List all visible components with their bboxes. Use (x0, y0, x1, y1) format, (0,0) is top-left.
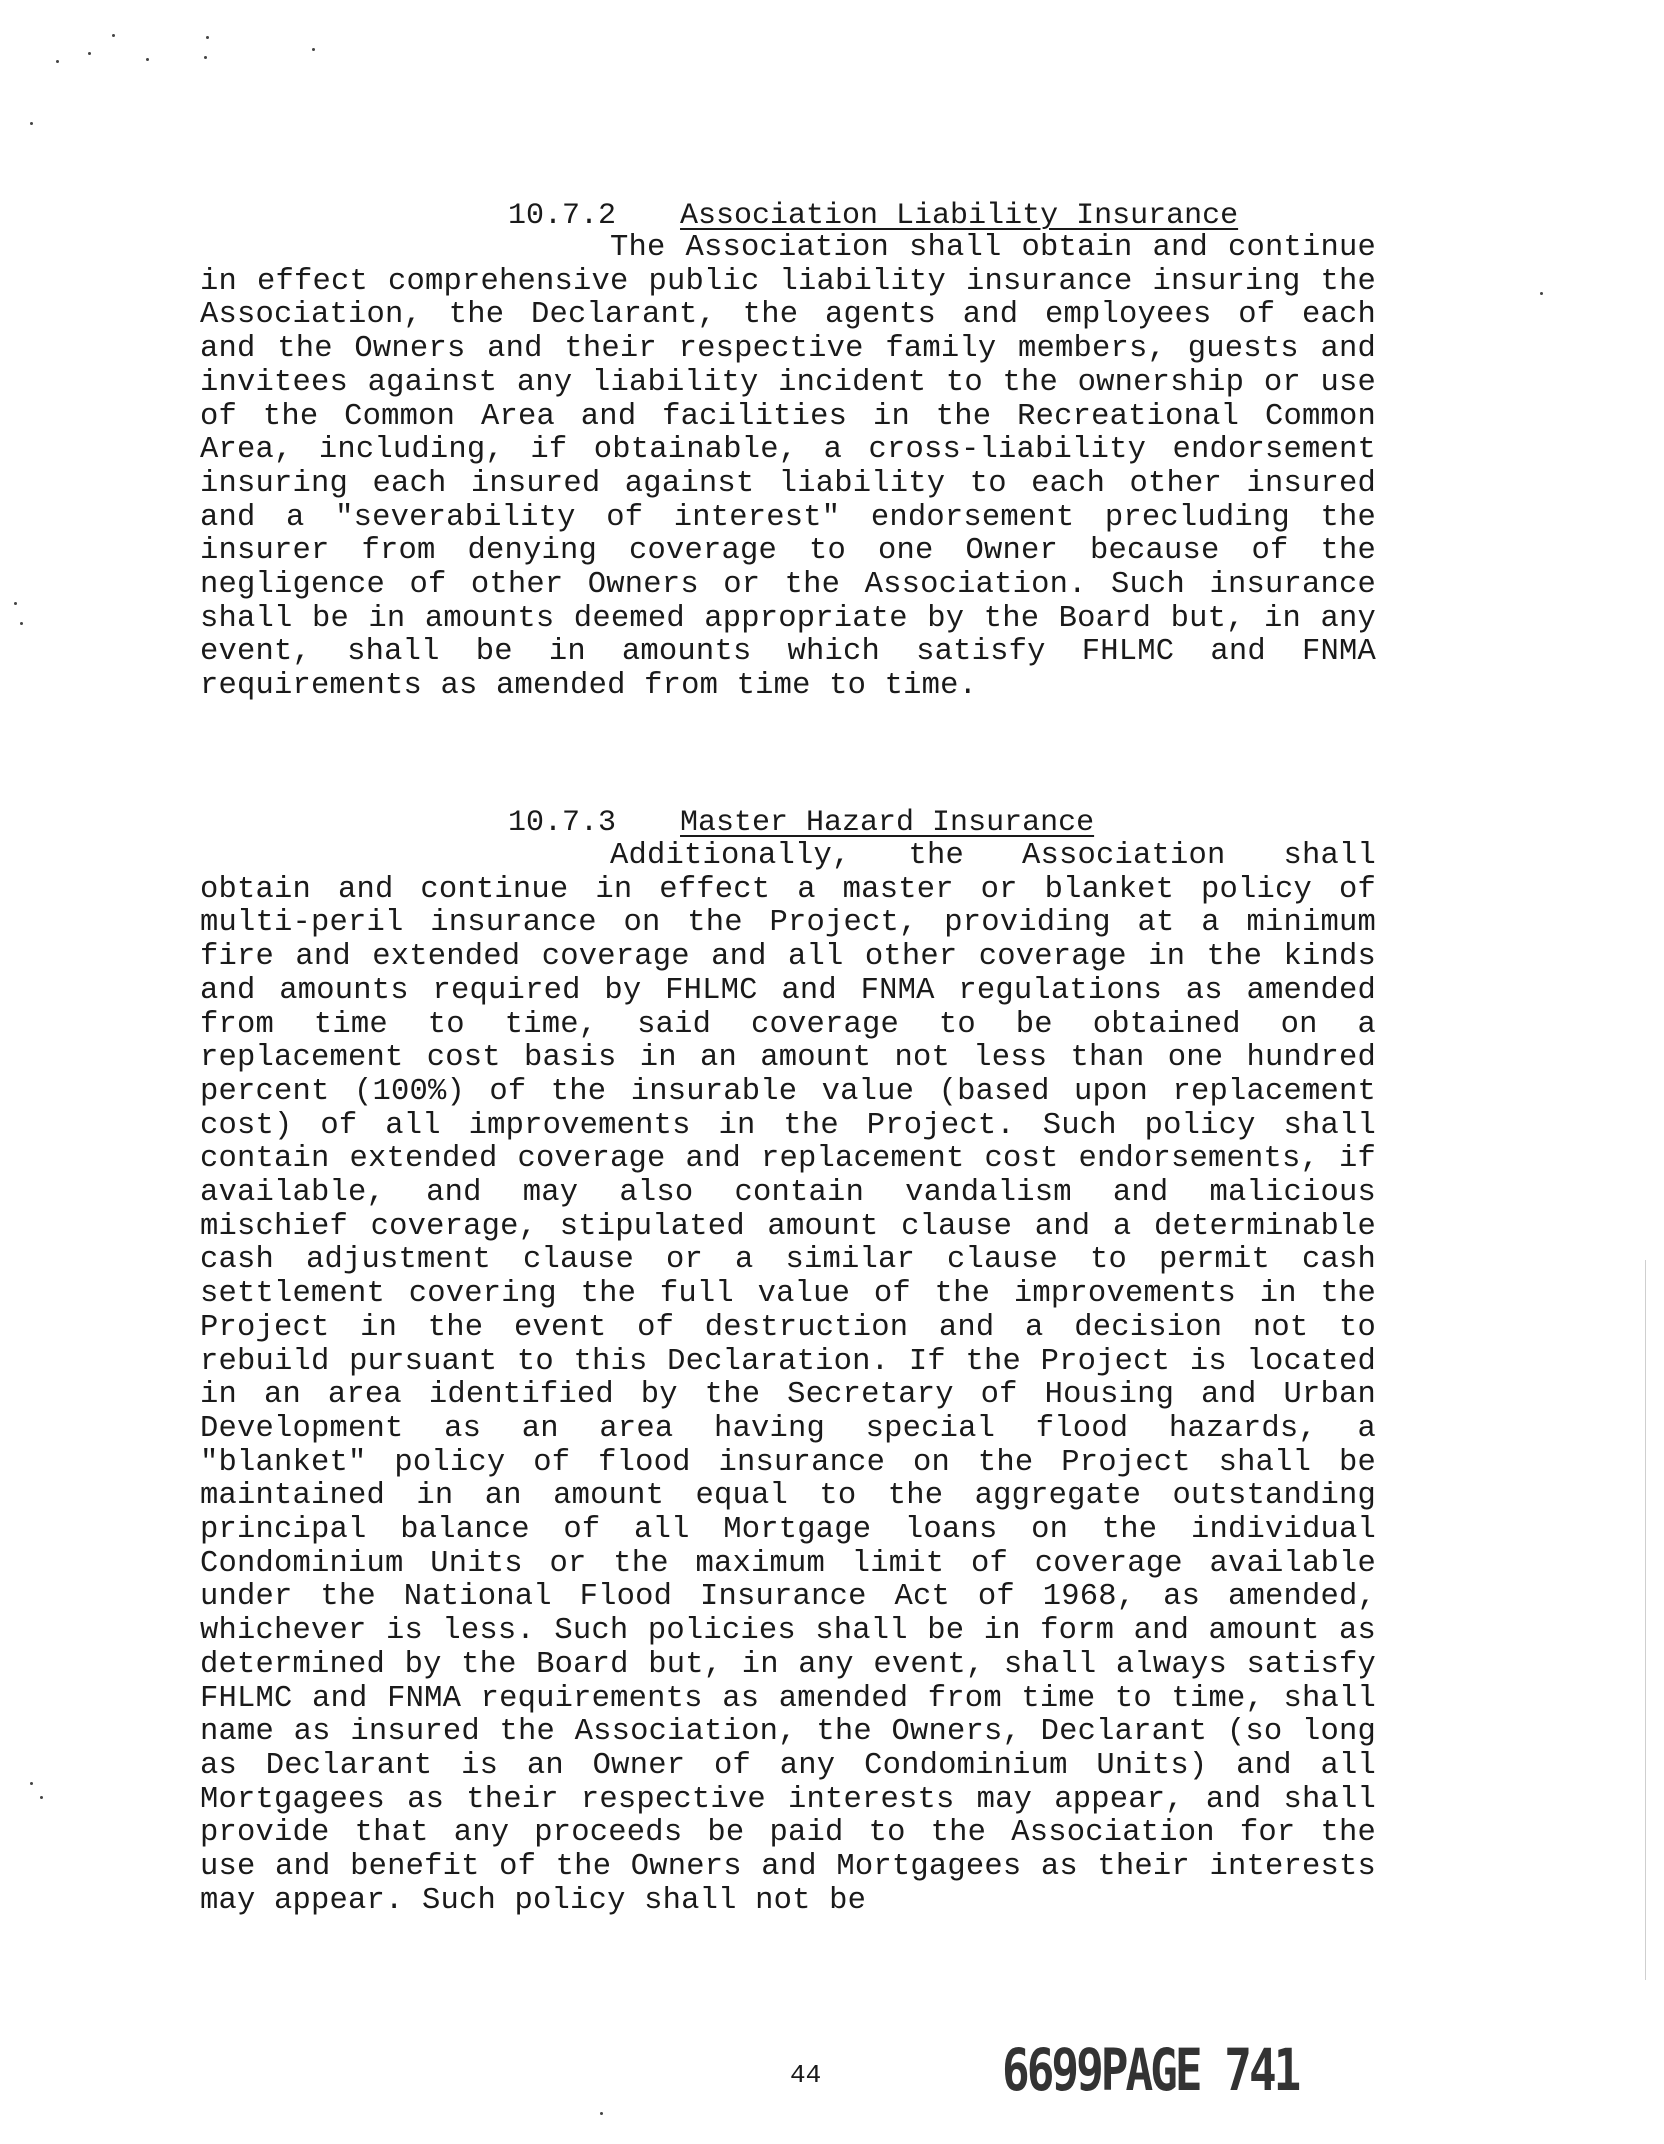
scan-speck (30, 122, 33, 125)
scan-speck (206, 36, 209, 39)
paragraph-text: Additionally, the Association shall obtain and continue in effect a master or blanket policy of multi-peril insurance on the Project, providing at a minimum fire and extended coverage and all other coverage in the kinds and amounts required by FHLMC and FNMA regulations as amended from time to time, said coverage to be obtained on a replacement cost basis in an amount not less than one hundred percent (100%) of the insurable value (based upon replacement cost) of all improvements in the Project. Such policy shall contain extended coverage and replacement cost endorsements, if available, and may also contain vandalism and malicious mischief coverage, stipulated amount clause and a determinable cash adjustment clause or a similar clause to permit cash settlement covering the full value of the improvements in the Project in the event of destruction and a decision not to rebuild pursuant to this Declaration. If the Project is located in an area identified by the Secretary of Housing and Urban Development as an area having special flood hazards, a "blanket" policy of flood insurance on the Project shall be maintained in an amount equal to the aggregate outstanding principal balance of all Mortgage loans on the individual Condominium Units or the maximum limit of coverage available under the National Flood Insurance Act of 1968, as amended, whichever is less. Such policies shall be in form and amount as determined by the Board but, in any event, shall always satisfy FHLMC and FNMA requirements as amended from time to time, shall name as insured the Association, the Owners, Declarant (so long as Declarant is an Owner of any Condominium Units) and all Mortgagees as their respective interests may appear, and shall provide that any proceeds be paid to the Association for the use and benefit of the Owners and Mortgagees as their interests may appear. Such policy shall not be (200, 839, 1376, 1918)
scan-speck (1540, 292, 1543, 295)
section-number: 10.7.2 (508, 199, 617, 233)
scan-speck (600, 2112, 603, 2115)
scan-speck (112, 34, 115, 37)
section-body (200, 840, 1376, 1919)
scan-speck (204, 56, 207, 59)
scan-speck (312, 48, 315, 51)
section-title: Master Hazard Insurance (680, 806, 1095, 840)
scan-speck (56, 60, 59, 63)
recording-stamp: 6699PAGE 741 (1002, 2036, 1299, 2104)
scan-speck (40, 1796, 43, 1799)
scan-speck (14, 602, 17, 605)
page-number: 44 (790, 2060, 822, 2090)
scan-speck (88, 52, 91, 55)
paragraph-text: The Association shall obtain and continue in effect comprehensive public liability insurance insuring the Association, the Declarant, the agents and employees of each and the Owners and their respective family members, guests and invitees against any liability incident to the ownership or use of the Common Area and facilities in the Recreational Common Area, including, if obtainable, a cross-liability endorsement insuring each insured against liability to each other insured and a "severability of interest" endorsement precluding the insurer from denying coverage to one Owner because of the negligence of other Owners or the Association. Such insurance shall be in amounts deemed appropriate by the Board but, in any event, shall be in amounts which satisfy FHLMC and FNMA requirements as amended from time to time. (200, 231, 1376, 704)
scan-speck (30, 1782, 33, 1785)
scan-edge-line (1645, 1260, 1646, 1980)
scan-speck (146, 58, 149, 61)
section-number: 10.7.3 (508, 806, 617, 840)
section-title: Association Liability Insurance (680, 199, 1239, 233)
scan-speck (20, 622, 23, 625)
section-body (200, 232, 1376, 704)
